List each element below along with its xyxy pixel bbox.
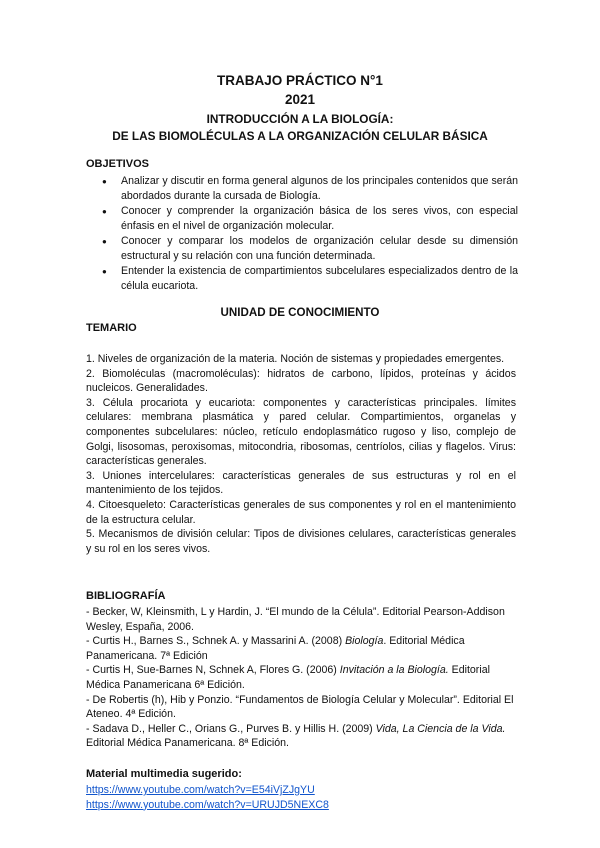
bibliography-entry: - Becker, W, Kleinsmith, L y Hardin, J. “El mundo de la Célula”. Editorial Pearson-Addison Wesley, España, 2006. — [86, 606, 505, 633]
multimedia-links — [86, 783, 329, 812]
objective-item: ● Analizar y discutir en forma general algunos de los principales contenidos que serán abordados durante la cursada de Biología. — [86, 174, 518, 204]
objectives-list — [86, 174, 518, 294]
youtube-link-1[interactable]: https://www.youtube.com/watch?v=E54iVjZJgYU — [86, 784, 315, 796]
objective-item: ● Entender la existencia de compartimientos subcelulares especializados dentro de la célula eucariota. — [86, 264, 518, 294]
temario-item: 5. Mecanismos de división celular: Tipos de divisiones celulares, características generales y su rol en los seres vivos. — [86, 528, 516, 555]
document-subtitle-1: INTRODUCCIÓN A LA BIOLOGÍA: — [206, 112, 394, 126]
temario-item: 3. Célula procariota y eucariota: componentes y características principales. límites celulares: membrana plasmática y pared celular. Compartimientos, organelas y componentes subcelulares: núcleo, retículo endoplasmático rugoso y liso, complejo de Golgi, lisosomas, peroxisomas, mitocondria, ribosomas, centríolos, cilias y flagelos. Virus: características generales. — [86, 396, 516, 468]
objective-item: ● Conocer y comparar los modelos de organización celular desde su dimensión estructural y su relación con una función determinada. — [86, 234, 518, 264]
bibliography-list — [86, 605, 516, 751]
bibliography-heading: BIBLIOGRAFÍA — [86, 590, 166, 602]
multimedia-heading: Material multimedia sugerido: — [86, 768, 242, 780]
objectives-heading: OBJETIVOS — [86, 158, 149, 170]
temario-item: 3. Uniones intercelulares: características generales de sus estructuras y rol en el mantenimiento de los tejidos. — [86, 469, 516, 497]
unit-heading: UNIDAD DE CONOCIMIENTO — [220, 306, 380, 319]
document-title: TRABAJO PRÁCTICO N°1 — [217, 73, 383, 88]
temario-item: 1. Niveles de organización de la materia. Noción de sistemas y propiedades emergentes. — [86, 353, 505, 365]
bibliography-entry: - Sadava D., Heller C., Orians G., Purves B. y Hillis H. (2009) Vida, La Ciencia de la Vida. Editorial Médica Panamericana. 8ª Edición. — [86, 722, 506, 750]
bibliography-entry: - De Robertis (h), Hib y Ponzio. “Fundamentos de Biología Celular y Molecular”. Editorial El Ateneo. 4ª Edición. — [86, 693, 514, 721]
objective-item: ● Conocer y comprender la organización básica de los seres vivos, con especial énfasis en el nivel de organización molecular. — [86, 204, 518, 234]
bibliography-entry: - Curtis H, Sue-Barnes N, Schnek A, Flores G. (2006) Invitación a la Biología. Editorial Médica Panamericana 6ª Edición. — [86, 664, 490, 691]
temario-heading: TEMARIO — [86, 322, 137, 334]
temario-list — [86, 352, 516, 556]
bibliography-entry: - Curtis H., Barnes S., Schnek A. y Massarini A. (2008) Biología. Editorial Médica Panamericana. 7ª Edición — [86, 635, 465, 662]
youtube-link-2[interactable]: https://www.youtube.com/watch?v=URUJD5NEXC8 — [86, 798, 329, 811]
temario-item: 2. Biomoléculas (macromoléculas): hidratos de carbono, lípidos, proteínas y ácidos nucleicos. Generalidades. — [86, 367, 516, 395]
document-subtitle-2: DE LAS BIOMOLÉCULAS A LA ORGANIZACIÓN CELULAR BÁSICA — [112, 129, 488, 143]
temario-item: 4. Citoesqueleto: Características generales de sus componentes y rol en el mantenimiento de la estructura celular. — [86, 498, 516, 526]
document-year: 2021 — [284, 92, 316, 107]
